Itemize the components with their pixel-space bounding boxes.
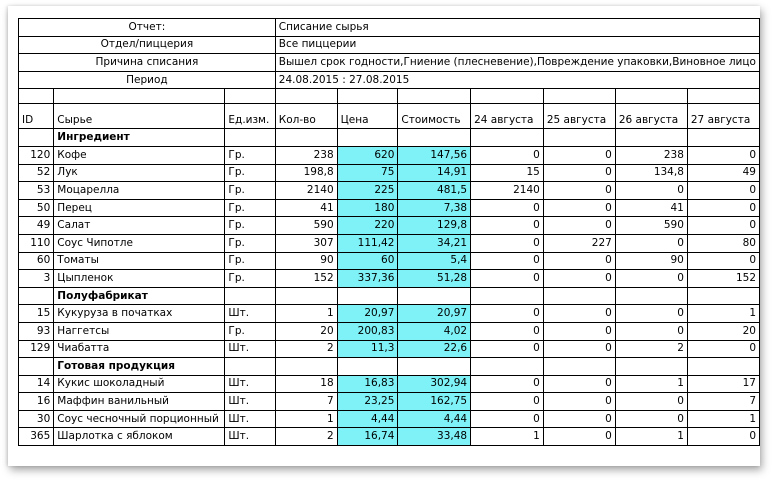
table-cell: 20,97: [337, 305, 398, 323]
table-cell: Гр.: [225, 234, 275, 252]
table-cell: 4,44: [337, 410, 398, 428]
table-cell: 590: [615, 217, 687, 235]
table-row: [19, 199, 760, 217]
column-header: 27 августа: [687, 104, 759, 129]
table-cell: 0: [687, 182, 759, 200]
table-cell: 0: [543, 375, 615, 393]
table-cell: 41: [275, 199, 337, 217]
table-cell: Шт.: [225, 305, 275, 323]
table-cell: 0: [543, 199, 615, 217]
table-cell: 238: [275, 146, 337, 164]
table-cell: 0: [471, 322, 544, 340]
table-cell: 590: [275, 217, 337, 235]
table-cell: Шт.: [225, 375, 275, 393]
table-cell: 1: [471, 428, 544, 446]
column-header: Кол-во: [275, 104, 337, 129]
blank-row: [19, 89, 760, 104]
table-cell: 2: [615, 340, 687, 358]
group-title: Готовая продукция: [54, 358, 225, 376]
table-cell: 0: [615, 234, 687, 252]
table-cell: 2140: [471, 182, 544, 200]
table-cell: 60: [19, 252, 54, 270]
table-cell: Шарлотка с яблоком: [54, 428, 225, 446]
report-label: Отчет:: [19, 19, 276, 37]
table-cell: 50: [19, 199, 54, 217]
table-cell: 60: [337, 252, 398, 270]
table-cell: 227: [543, 234, 615, 252]
table-cell: 307: [275, 234, 337, 252]
table-cell: 238: [615, 146, 687, 164]
column-header: Стоимость: [398, 104, 471, 129]
table-cell: Чиабатта: [54, 340, 225, 358]
table-cell: 1: [687, 305, 759, 323]
table-cell: 0: [543, 146, 615, 164]
table-cell: Гр.: [225, 182, 275, 200]
table-cell: Наггетсы: [54, 322, 225, 340]
table-row: [19, 146, 760, 164]
table-cell: 120: [19, 146, 54, 164]
table-row: [19, 252, 760, 270]
table-cell: 4,44: [398, 410, 471, 428]
table-cell: 20: [275, 322, 337, 340]
table-cell: 20: [687, 322, 759, 340]
table-cell: 1: [275, 410, 337, 428]
table-cell: 481,5: [398, 182, 471, 200]
table-cell: Маффин ванильный: [54, 393, 225, 411]
table-cell: 22,6: [398, 340, 471, 358]
column-header: Цена: [337, 104, 398, 129]
table-cell: 16,74: [337, 428, 398, 446]
group-row: [19, 287, 760, 305]
table-row: [19, 393, 760, 411]
table-cell: 0: [687, 146, 759, 164]
table-row: [19, 410, 760, 428]
table-cell: 198,8: [275, 164, 337, 182]
table-cell: 0: [543, 164, 615, 182]
table-cell: 11,3: [337, 340, 398, 358]
table-cell: 0: [615, 410, 687, 428]
table-cell: 34,21: [398, 234, 471, 252]
table-cell: Кофе: [54, 146, 225, 164]
table-row: [19, 234, 760, 252]
group-title: Ингредиент: [54, 129, 225, 147]
table-cell: 0: [471, 305, 544, 323]
table-cell: 0: [471, 146, 544, 164]
table-row: [19, 428, 760, 446]
table-cell: 162,75: [398, 393, 471, 411]
table-cell: 41: [615, 199, 687, 217]
table-cell: Салат: [54, 217, 225, 235]
table-cell: 220: [337, 217, 398, 235]
table-cell: 4,02: [398, 322, 471, 340]
table-cell: 152: [275, 270, 337, 288]
table-cell: 0: [543, 428, 615, 446]
table-cell: 7,38: [398, 199, 471, 217]
table-cell: 2: [275, 428, 337, 446]
table-row: [19, 322, 760, 340]
table-cell: 225: [337, 182, 398, 200]
table-cell: 0: [543, 410, 615, 428]
table-cell: 0: [543, 305, 615, 323]
table-cell: 23,25: [337, 393, 398, 411]
table-cell: Кукуруза в початках: [54, 305, 225, 323]
table-cell: 111,42: [337, 234, 398, 252]
table-cell: 93: [19, 322, 54, 340]
table-cell: 1: [615, 428, 687, 446]
table-cell: 33,48: [398, 428, 471, 446]
table-cell: Шт.: [225, 410, 275, 428]
table-cell: 80: [687, 234, 759, 252]
table-cell: 0: [687, 199, 759, 217]
table-cell: 302,94: [398, 375, 471, 393]
table-cell: 49: [687, 164, 759, 182]
period-label: Период: [19, 71, 276, 89]
table-cell: Шт.: [225, 428, 275, 446]
table-cell: 0: [471, 270, 544, 288]
dept-value: Все пиццерии: [275, 36, 759, 54]
period-value: 24.08.2015 : 27.08.2015: [275, 71, 759, 89]
table-row: [19, 340, 760, 358]
table-cell: 0: [471, 410, 544, 428]
table-cell: 16: [19, 393, 54, 411]
column-header: ID: [19, 104, 54, 129]
table-cell: 20,97: [398, 305, 471, 323]
table-cell: 180: [337, 199, 398, 217]
table-cell: Гр.: [225, 217, 275, 235]
table-cell: Гр.: [225, 270, 275, 288]
table-cell: 152: [687, 270, 759, 288]
table-cell: 0: [471, 252, 544, 270]
table-cell: Гр.: [225, 164, 275, 182]
table-cell: 1: [275, 305, 337, 323]
column-header: Ед.изм.: [225, 104, 275, 129]
table-row: [19, 182, 760, 200]
table-cell: 134,8: [615, 164, 687, 182]
table-row: [19, 270, 760, 288]
table-cell: 0: [471, 234, 544, 252]
table-cell: 7: [687, 393, 759, 411]
table-cell: 2140: [275, 182, 337, 200]
table-cell: 0: [543, 340, 615, 358]
table-cell: 0: [543, 393, 615, 411]
table-cell: 53: [19, 182, 54, 200]
table-cell: Моцарелла: [54, 182, 225, 200]
table-cell: Гр.: [225, 322, 275, 340]
table-cell: 0: [615, 305, 687, 323]
table-cell: 52: [19, 164, 54, 182]
table-cell: 0: [471, 393, 544, 411]
table-cell: 0: [687, 252, 759, 270]
table-cell: 75: [337, 164, 398, 182]
group-title: Полуфабрикат: [54, 287, 225, 305]
column-header: 25 августа: [543, 104, 615, 129]
table-cell: 620: [337, 146, 398, 164]
table-cell: 1: [615, 375, 687, 393]
table-cell: 0: [543, 270, 615, 288]
table-cell: Томаты: [54, 252, 225, 270]
table-cell: 0: [687, 340, 759, 358]
table-cell: 16,83: [337, 375, 398, 393]
column-header-row: [19, 104, 760, 129]
table-cell: 90: [615, 252, 687, 270]
table-cell: Цыпленок: [54, 270, 225, 288]
column-header: Сырье: [54, 104, 225, 129]
column-header: 26 августа: [615, 104, 687, 129]
table-cell: 7: [275, 393, 337, 411]
table-cell: Шт.: [225, 393, 275, 411]
table-cell: 0: [615, 393, 687, 411]
table-cell: 14,91: [398, 164, 471, 182]
table-cell: 15: [471, 164, 544, 182]
table-cell: 17: [687, 375, 759, 393]
table-cell: 14: [19, 375, 54, 393]
table-cell: 110: [19, 234, 54, 252]
table-cell: 0: [471, 199, 544, 217]
table-cell: Лук: [54, 164, 225, 182]
table-cell: 18: [275, 375, 337, 393]
report-table: [18, 18, 760, 446]
reason-label: Причина списания: [19, 54, 276, 72]
group-row: [19, 358, 760, 376]
dept-label: Отдел/пиццерия: [19, 36, 276, 54]
table-row: [19, 164, 760, 182]
table-cell: 147,56: [398, 146, 471, 164]
table-cell: 0: [687, 217, 759, 235]
report-value: Списание сырья: [275, 19, 759, 37]
table-cell: 5,4: [398, 252, 471, 270]
table-cell: 337,36: [337, 270, 398, 288]
table-cell: 0: [543, 217, 615, 235]
table-cell: 0: [471, 217, 544, 235]
table-cell: 15: [19, 305, 54, 323]
table-cell: Гр.: [225, 252, 275, 270]
table-cell: 200,83: [337, 322, 398, 340]
table-cell: 0: [543, 182, 615, 200]
table-cell: Шт.: [225, 340, 275, 358]
table-cell: Гр.: [225, 199, 275, 217]
table-cell: 0: [471, 340, 544, 358]
table-cell: Гр.: [225, 146, 275, 164]
column-header: 24 августа: [471, 104, 544, 129]
table-row: [19, 375, 760, 393]
table-cell: 90: [275, 252, 337, 270]
table-cell: Перец: [54, 199, 225, 217]
table-cell: 0: [543, 322, 615, 340]
table-cell: 129: [19, 340, 54, 358]
table-cell: Кукис шоколадный: [54, 375, 225, 393]
table-cell: 0: [615, 182, 687, 200]
table-cell: 0: [687, 428, 759, 446]
table-cell: 30: [19, 410, 54, 428]
table-cell: 2: [275, 340, 337, 358]
table-cell: 0: [543, 252, 615, 270]
table-row: [19, 217, 760, 235]
group-row: [19, 129, 760, 147]
table-cell: 129,8: [398, 217, 471, 235]
reason-value: Вышел срок годности,Гниение (плесневение),Повреждение упаковки,Виновное лицо: [275, 54, 759, 72]
table-cell: 0: [471, 375, 544, 393]
table-cell: 3: [19, 270, 54, 288]
table-cell: 0: [615, 270, 687, 288]
table-cell: Соус Чипотле: [54, 234, 225, 252]
table-cell: 1: [687, 410, 759, 428]
table-cell: 49: [19, 217, 54, 235]
table-cell: 51,28: [398, 270, 471, 288]
report-sheet: [8, 6, 760, 466]
table-cell: Соус чесночный порционный: [54, 410, 225, 428]
table-row: [19, 305, 760, 323]
table-cell: 365: [19, 428, 54, 446]
table-cell: 0: [615, 322, 687, 340]
